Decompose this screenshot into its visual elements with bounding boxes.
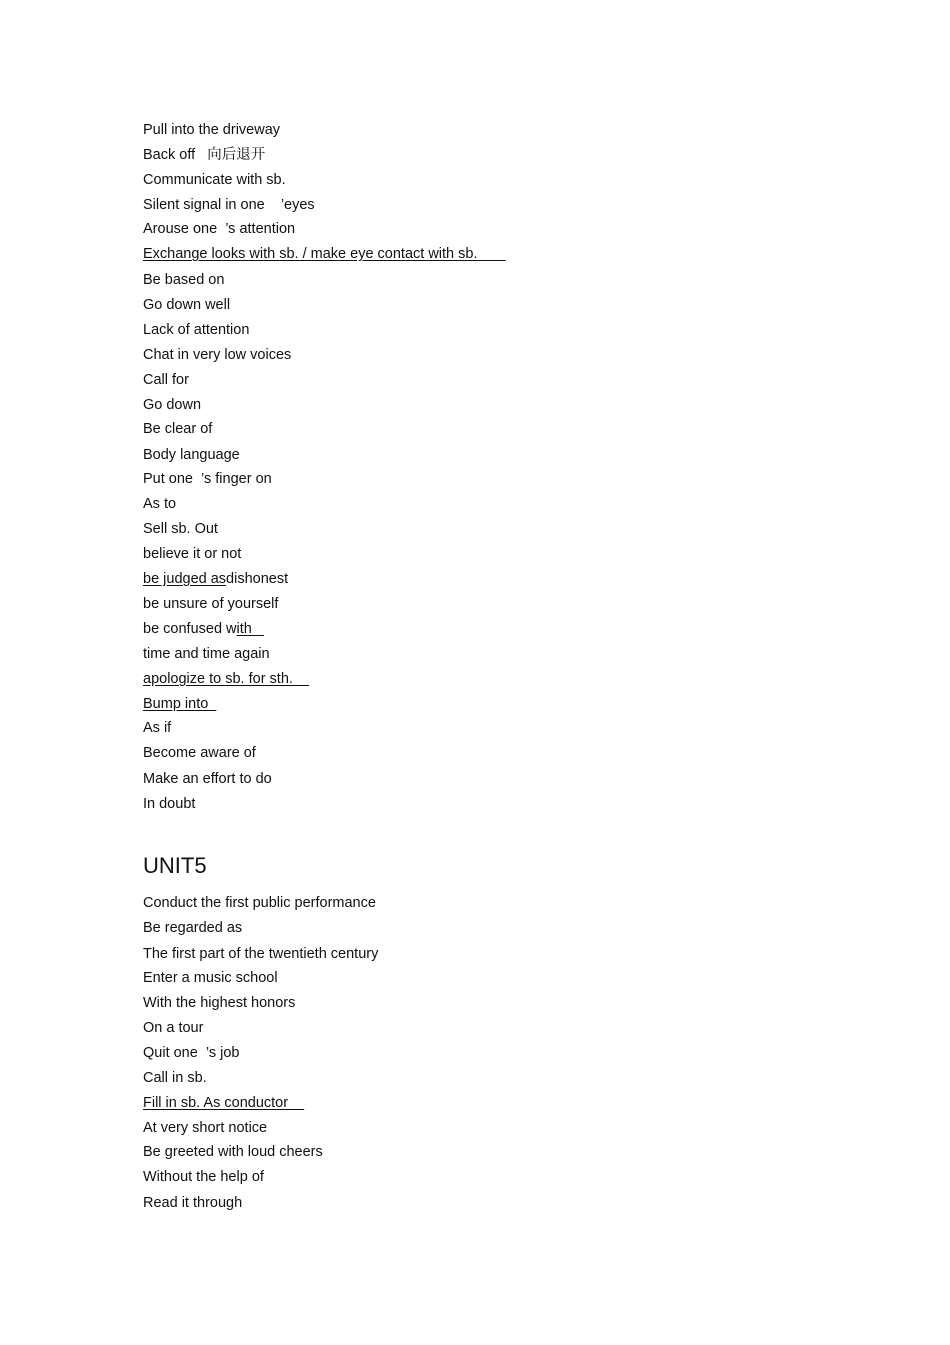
phrase-line: Be regarded as bbox=[143, 920, 243, 936]
phrase-line: Be clear of bbox=[143, 421, 213, 437]
phrase-line: Put one ’s finger on bbox=[143, 471, 272, 487]
phrase-line: As if bbox=[143, 720, 172, 736]
phrase-line: Lack of attention bbox=[143, 322, 250, 338]
phrase-line: believe it or not bbox=[143, 546, 242, 562]
phrase-line: Be greeted with loud cheers bbox=[143, 1144, 323, 1160]
phrase-line: Make an effort to do bbox=[143, 771, 272, 787]
phrase-line: Body language bbox=[143, 447, 240, 463]
phrase-line: Call for bbox=[143, 372, 189, 388]
phrase-line: In doubt bbox=[143, 796, 196, 812]
phrase-line: Quit one ’s job bbox=[143, 1045, 240, 1061]
phrase-line-underlined: apologize to sb. for sth. bbox=[143, 671, 310, 687]
phrase-line: Back off 向后退开 bbox=[143, 147, 266, 163]
phrase-line-partial-underline bbox=[143, 620, 264, 638]
phrase-line-underlined: Fill in sb. As conductor bbox=[143, 1095, 305, 1111]
underlined-segment: ith bbox=[236, 621, 264, 637]
phrase-line: With the highest honors bbox=[143, 995, 296, 1011]
phrase-line-partial-underline bbox=[143, 570, 288, 588]
phrase-line: Silent signal in one ’eyes bbox=[143, 197, 315, 213]
phrase-line-underlined: Exchange looks with sb. / make eye contact with sb. bbox=[143, 246, 506, 262]
plain-segment: be confused w bbox=[143, 621, 237, 637]
phrase-line: The first part of the twentieth century bbox=[143, 946, 379, 962]
phrase-line: As to bbox=[143, 496, 177, 512]
phrase-line: Read it through bbox=[143, 1195, 243, 1211]
phrase-line: Arouse one ’s attention bbox=[143, 221, 296, 237]
phrase-line: Chat in very low voices bbox=[143, 347, 292, 363]
phrase-line: Communicate with sb. bbox=[143, 172, 286, 188]
phrase-line: At very short notice bbox=[143, 1120, 268, 1136]
unit5-heading: UNIT5 bbox=[143, 853, 207, 878]
phrase-line: On a tour bbox=[143, 1020, 204, 1036]
phrase-line: Conduct the first public performance bbox=[143, 895, 376, 911]
phrase-line: time and time again bbox=[143, 646, 270, 662]
phrase-line: Sell sb. Out bbox=[143, 521, 218, 537]
phrase-line: Enter a music school bbox=[143, 970, 278, 986]
phrase-line: Go down well bbox=[143, 297, 231, 313]
plain-segment: dishonest bbox=[226, 571, 289, 587]
phrase-line: Call in sb. bbox=[143, 1070, 207, 1086]
phrase-line: be unsure of yourself bbox=[143, 596, 279, 612]
phrase-line: Without the help of bbox=[143, 1169, 264, 1185]
underlined-segment: be judged as bbox=[143, 571, 227, 587]
phrase-line: Be based on bbox=[143, 272, 225, 288]
phrase-line: Become aware of bbox=[143, 745, 256, 761]
phrase-line: Go down bbox=[143, 397, 202, 413]
phrase-line: Pull into the driveway bbox=[143, 122, 281, 138]
phrase-line-underlined: Bump into bbox=[143, 696, 217, 712]
